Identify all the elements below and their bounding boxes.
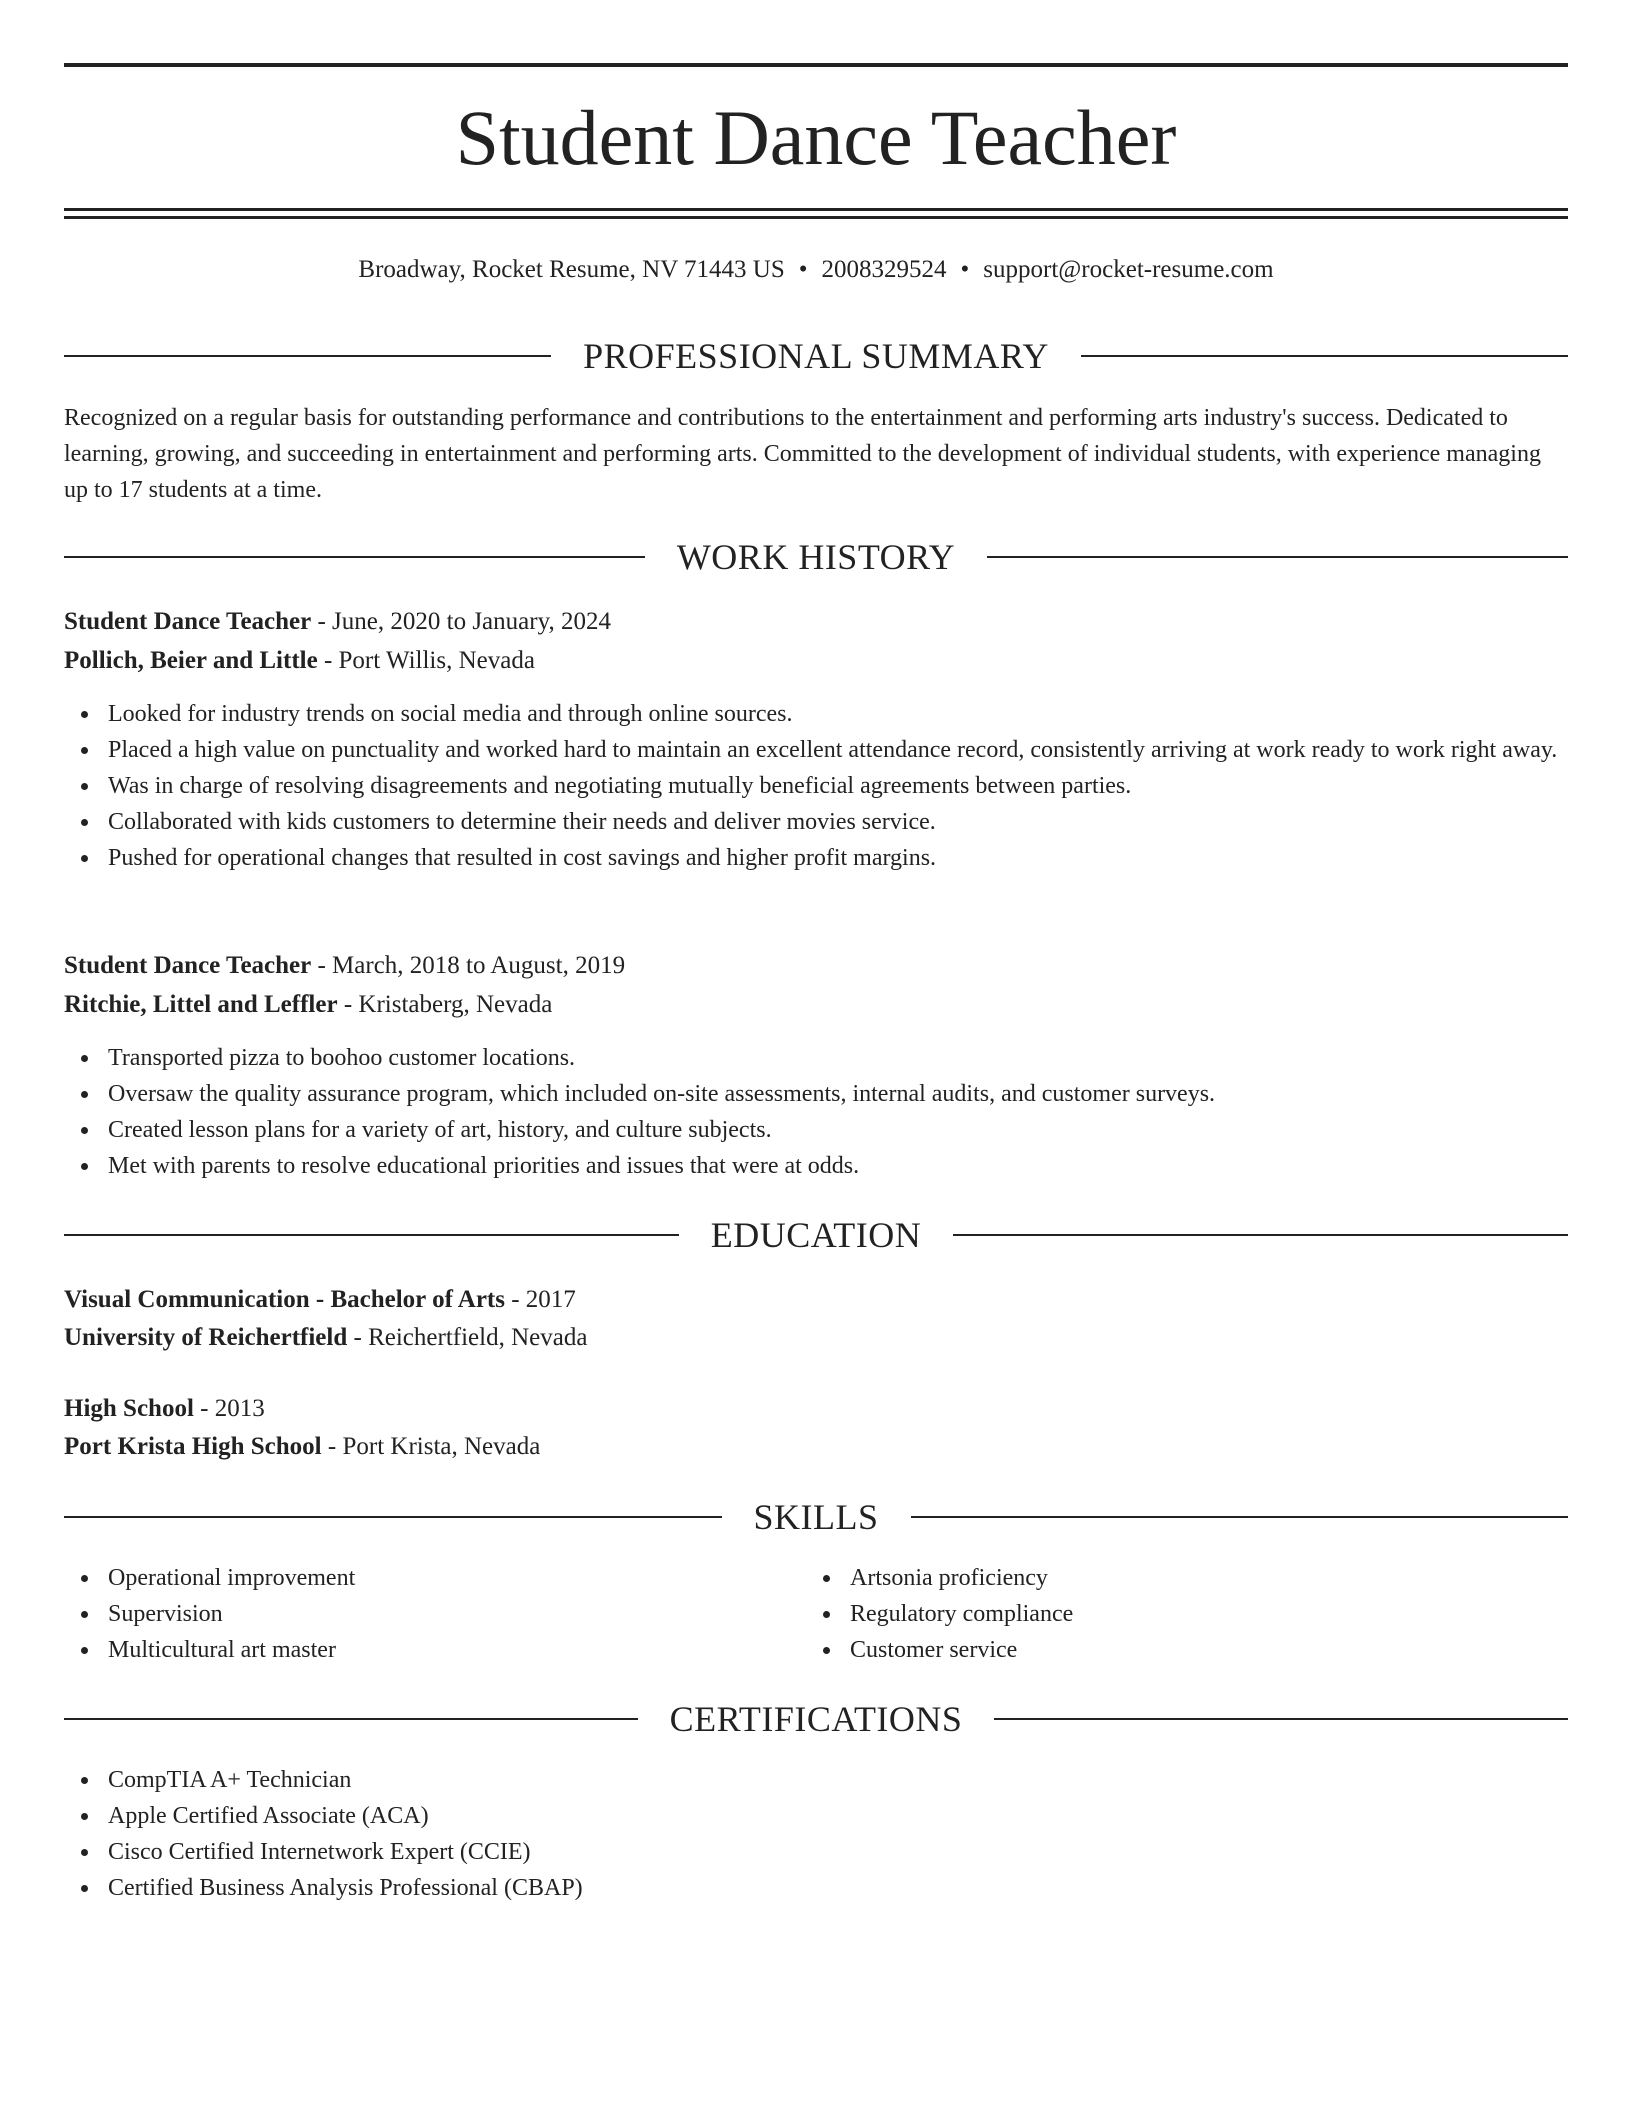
title-rule-lower [64, 216, 1568, 219]
education-degree: Visual Communication - Bachelor of Arts [64, 1286, 505, 1313]
skills-list-right [806, 1560, 1526, 1668]
list-item: Oversaw the quality assurance program, which included on-site assessments, internal audits, and customer surveys. [64, 1076, 1568, 1112]
skill-item: Multicultural art master [64, 1632, 784, 1668]
section-rule [64, 355, 551, 357]
certification-item: CompTIA A+ Technician [64, 1762, 1568, 1798]
list-item: Placed a high value on punctuality and worked hard to maintain an excellent attendance record, consistently arriving at work ready to work right away. [64, 732, 1568, 768]
job-title-line [64, 947, 1568, 985]
contact-separator: • [798, 256, 808, 283]
section-header-work-history [64, 535, 1568, 579]
job-company: Ritchie, Littel and Leffler [64, 991, 338, 1018]
section-header-certifications [64, 1697, 1568, 1741]
certifications-list [64, 1762, 1568, 1906]
section-rule [994, 1718, 1568, 1720]
section-title: CERTIFICATIONS [669, 1699, 963, 1739]
resume-title: Student Dance Teacher [455, 94, 1177, 181]
section-title: SKILLS [753, 1497, 879, 1537]
top-rule [64, 63, 1568, 67]
job-bullets [64, 696, 1568, 876]
job-company-line [64, 986, 1568, 1024]
job-title: Student Dance Teacher [64, 952, 312, 979]
contact-address: Broadway, Rocket Resume, NV 71443 US [358, 256, 785, 283]
section-title: EDUCATION [710, 1215, 922, 1255]
job-location: - Kristaberg, Nevada [337, 991, 553, 1018]
job-company: Pollich, Beier and Little [64, 647, 318, 674]
certification-item: Certified Business Analysis Professional (CBAP) [64, 1870, 1568, 1906]
section-title: PROFESSIONAL SUMMARY [583, 336, 1049, 376]
education-location: - Port Krista, Nevada [321, 1433, 541, 1460]
education-degree-line [64, 1390, 1568, 1428]
section-header-summary [64, 334, 1568, 378]
skill-item: Supervision [64, 1596, 784, 1632]
section-rule [953, 1234, 1568, 1236]
skills-list-left [64, 1560, 784, 1668]
skill-item: Operational improvement [64, 1560, 784, 1596]
contact-line [64, 252, 1568, 288]
education-location: - Reichertfield, Nevada [347, 1324, 588, 1351]
contact-phone: 2008329524 [821, 256, 947, 283]
section-header-skills [64, 1495, 1568, 1539]
education-school-line [64, 1428, 1568, 1466]
list-item: Created lesson plans for a variety of art, history, and culture subjects. [64, 1112, 1568, 1148]
section-header-education [64, 1213, 1568, 1257]
section-rule [64, 1234, 679, 1236]
section-rule [911, 1516, 1569, 1518]
education-year: - 2017 [504, 1286, 576, 1313]
section-rule [64, 1718, 638, 1720]
job-title: Student Dance Teacher [64, 608, 312, 635]
job-bullets [64, 1040, 1568, 1184]
list-item: Looked for industry trends on social media and through online sources. [64, 696, 1568, 732]
section-rule [64, 556, 645, 558]
skill-item: Customer service [806, 1632, 1526, 1668]
education-degree: High School [64, 1395, 194, 1422]
list-item: Transported pizza to boohoo customer locations. [64, 1040, 1568, 1076]
list-item: Collaborated with kids customers to determine their needs and deliver movies service. [64, 804, 1568, 840]
section-rule [987, 556, 1568, 558]
job-dates: - June, 2020 to January, 2024 [311, 608, 611, 635]
title-rule-upper [64, 208, 1568, 211]
contact-email: support@rocket-resume.com [983, 256, 1274, 283]
summary-text: Recognized on a regular basis for outstanding performance and contributions to the entertainment and performing arts industry's success. Dedicated to learning, growing, and succeeding in entertainment and performing arts. Committed to the development of individual students, with experience managing up to 17 students at a time. [64, 405, 1541, 503]
education-year: - 2013 [193, 1395, 265, 1422]
section-title: WORK HISTORY [676, 537, 956, 577]
education-school: University of Reichertfield [64, 1324, 348, 1351]
job-title-line [64, 603, 1568, 641]
job-company-line [64, 642, 1568, 680]
certification-item: Cisco Certified Internetwork Expert (CCIE) [64, 1834, 1568, 1870]
job-location: - Port Willis, Nevada [317, 647, 535, 674]
section-rule [64, 1516, 722, 1518]
skill-item: Artsonia proficiency [806, 1560, 1526, 1596]
job-dates: - March, 2018 to August, 2019 [311, 952, 626, 979]
list-item: Was in charge of resolving disagreements and negotiating mutually beneficial agreements between parties. [64, 768, 1568, 804]
certification-item: Apple Certified Associate (ACA) [64, 1798, 1568, 1834]
list-item: Met with parents to resolve educational priorities and issues that were at odds. [64, 1148, 1568, 1184]
section-rule [1081, 355, 1568, 357]
education-school: Port Krista High School [64, 1433, 322, 1460]
skill-item: Regulatory compliance [806, 1596, 1526, 1632]
contact-separator: • [960, 256, 970, 283]
list-item: Pushed for operational changes that resulted in cost savings and higher profit margins. [64, 840, 1568, 876]
education-degree-line [64, 1281, 1568, 1319]
education-school-line [64, 1319, 1568, 1357]
